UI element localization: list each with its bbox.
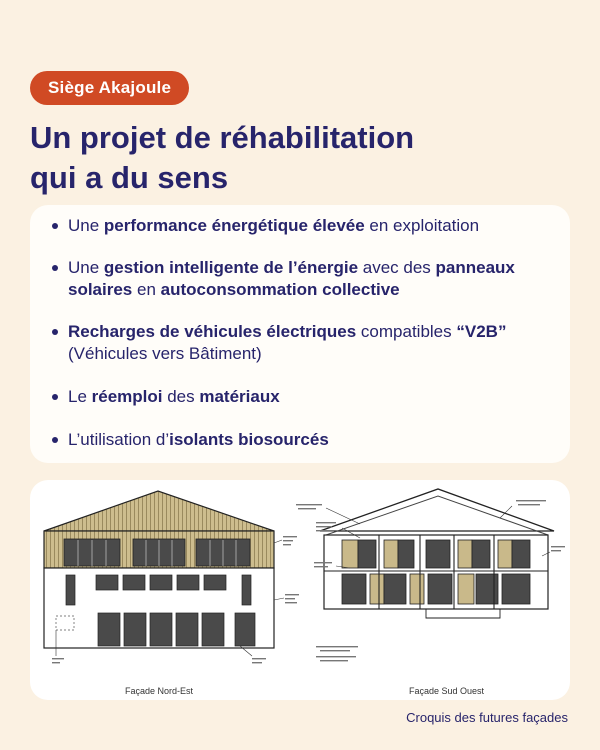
page-title	[30, 118, 570, 198]
feature-item-energy-performance	[52, 215, 554, 237]
facade-nord-est-drawing	[44, 491, 299, 663]
feature-item-biosourced-insulation	[52, 429, 554, 451]
feature-highlight: Recharges de véhicules électriques	[68, 322, 357, 341]
feature-text: Le	[68, 387, 92, 406]
project-badge: Siège Akajoule	[30, 71, 189, 105]
feature-highlight: panneaux solaires	[68, 258, 515, 299]
facade-sud-ouest-drawing	[296, 489, 565, 661]
feature-highlight: performance énergétique élevée	[103, 216, 365, 235]
feature-item-ev-charging	[52, 321, 554, 365]
feature-text: des	[162, 387, 200, 406]
facade-sud-ouest-caption: Façade Sud Ouest	[409, 686, 485, 696]
features-list	[52, 215, 554, 451]
feature-item-energy-management	[52, 257, 554, 301]
facade-sketches-card	[30, 480, 570, 700]
facade-nord-est-caption: Façade Nord-Est	[125, 686, 194, 696]
feature-text: avec des	[358, 258, 436, 277]
feature-highlight: matériaux	[199, 387, 280, 406]
features-card	[30, 205, 570, 463]
feature-item-reuse	[52, 386, 554, 408]
feature-text: (Véhicules vers Bâtiment)	[68, 344, 262, 363]
feature-text: compatibles	[356, 322, 457, 341]
feature-highlight: “V2B”	[456, 322, 507, 341]
feature-text: en	[132, 280, 161, 299]
title-line-2: qui a du sens	[30, 160, 229, 195]
feature-highlight: isolants biosourcés	[169, 430, 329, 449]
feature-text: L’utilisation d’	[68, 430, 170, 449]
feature-text: en exploitation	[364, 216, 480, 235]
facade-sketches	[30, 480, 570, 700]
feature-text: Une	[68, 258, 104, 277]
sketches-caption: Croquis des futures façades	[406, 710, 568, 725]
feature-text: Une	[68, 216, 104, 235]
title-line-1: Un projet de réhabilitation	[30, 120, 415, 155]
feature-highlight: réemploi	[91, 387, 163, 406]
feature-highlight: autoconsommation collective	[160, 280, 400, 299]
feature-highlight: gestion intelligente de l’énergie	[103, 258, 359, 277]
